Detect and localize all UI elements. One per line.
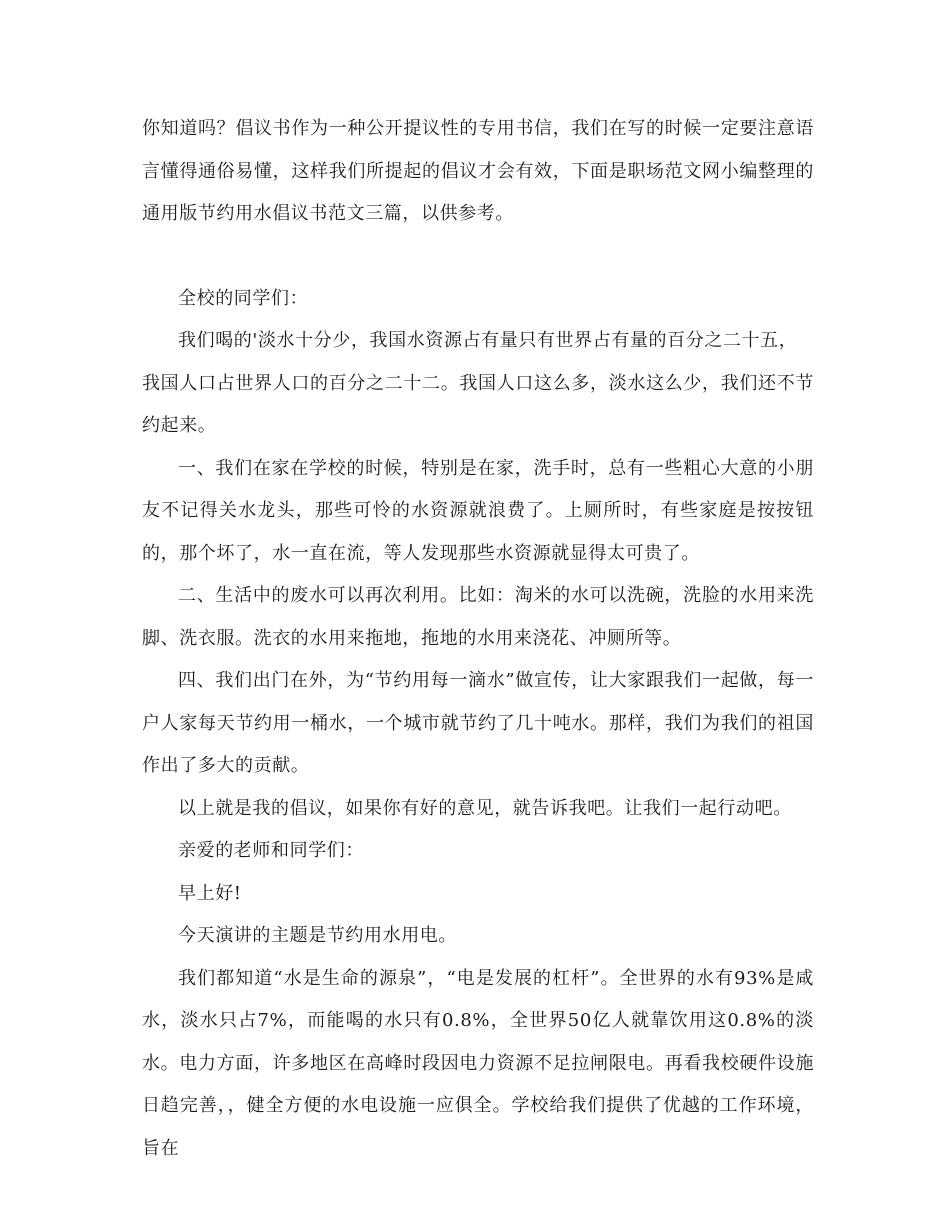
- paragraph-spacer: [142, 236, 814, 278]
- letter1-paragraph-1-continued: 我国人口占世界人口的百分之二十二。我国人口这么多，淡水这么少，我们还不节约起来。: [142, 372, 814, 436]
- letter1-paragraph-4: 四、我们出门在外，为“节约用每一滴水”做宣传，让大家跟我们一起做，每一户人家每天节约用一桶水，一个城市就节约了几十吨水。那样，我们为我们的祖国作出了多大的贡献。: [142, 670, 814, 776]
- letter2-topic: 今天演讲的主题是节约用水用电。: [178, 925, 457, 946]
- letter2-greeting: 早上好!: [178, 882, 242, 904]
- intro-paragraph: 你知道吗？倡议书作为一种公开提议性的专用书信，我们在写的时候一定要注意语言懂得通俗易懂，这样我们所提起的倡议才会有效，下面是职场范文网小编整理的通用版节约用水倡议书范文三篇，以供参考。: [142, 118, 814, 224]
- letter1-paragraph-1: 我们喝的'淡水十分少，我国水资源占有量只有世界占有量的百分之二十五，: [178, 330, 798, 351]
- letter1-closing: 以上就是我的倡议，如果你有好的意见，就告诉我吧。让我们一起行动吧。: [178, 797, 792, 819]
- letter2-paragraph-1: 我们都知道“水是生命的源泉”，“电是发展的杠杆”。全世界的水有93%是咸水，淡水只占7%，而能喝的水只有0.8%，全世界50亿人就靠饮用这0.8%的淡水。电力方面，许多地区在高峰时段因电力资源不足拉闸限电。再看我校硬件设施日趋完善，，健全方便的水电设施一应俱全。学校给我们提供了优越的工作环境，旨在: [142, 967, 814, 1159]
- letter1-paragraph-3: 二、生活中的废水可以再次利用。比如：淘米的水可以洗碗，洗脸的水用来洗脚、洗衣服。洗衣的水用来拖地，拖地的水用来浇花、冲厕所等。: [142, 585, 814, 649]
- letter2-salutation: 亲爱的老师和同学们：: [178, 840, 364, 861]
- document-body: [142, 108, 814, 1170]
- letter1-paragraph-2: 一、我们在家在学校的时候，特别是在家，洗手时，总有一些粗心大意的小朋友不记得关水龙头，那些可怜的水资源就浪费了。上厕所时，有些家庭是按按钮的，那个坏了，水一直在流，等人发现那些水资源就显得太可贵了。: [142, 457, 814, 564]
- letter1-salutation: 全校的同学们：: [178, 287, 309, 309]
